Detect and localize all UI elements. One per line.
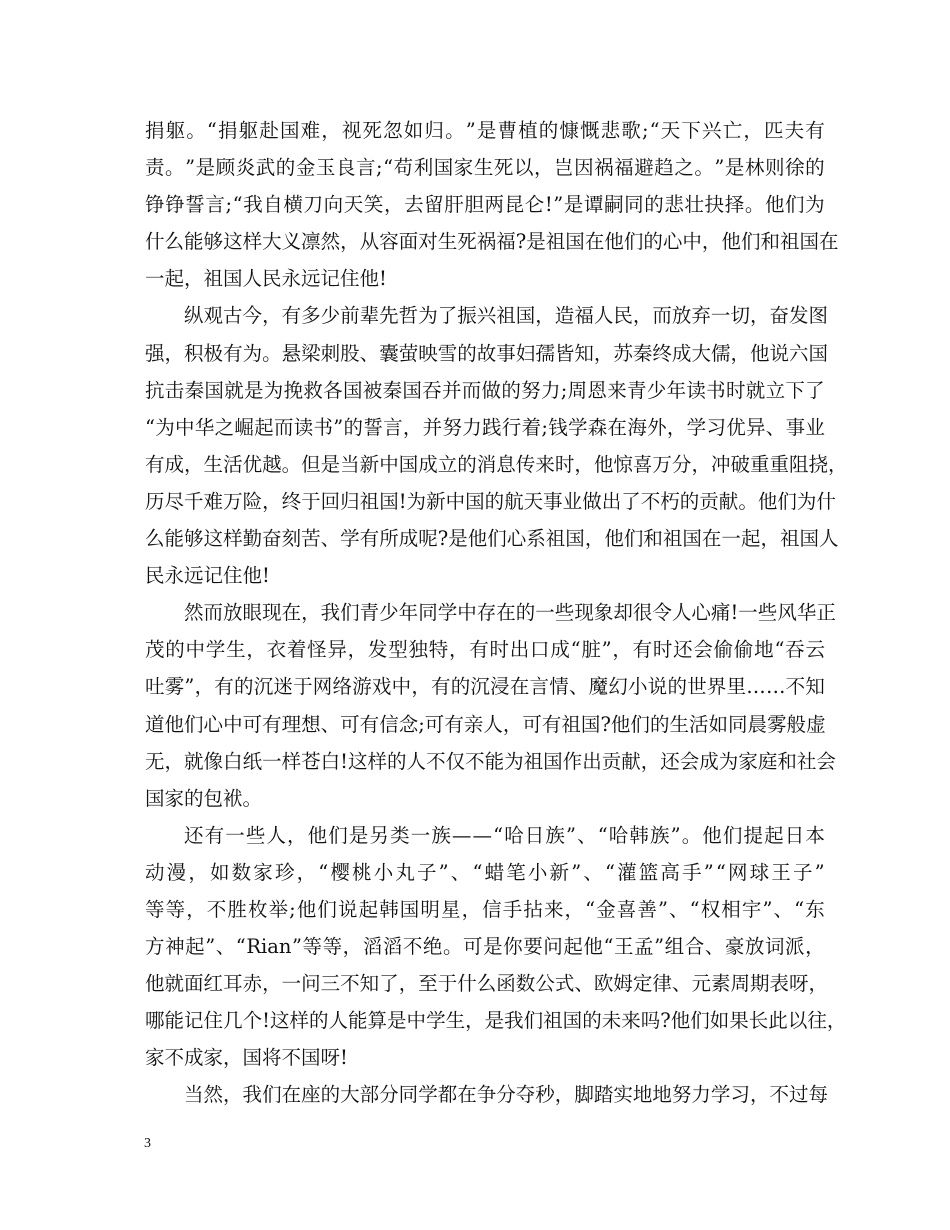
text-line: 有 成 ， 生 活 优 越 。 但 是 当 新 中 国 成 立 的 消 息 传 来 时 ， 他 惊 喜 万 分 ， 冲 破 重 重 阻 挠 ， bbox=[145, 452, 848, 476]
text-line: 家不成家，国将不国呀! bbox=[145, 1046, 348, 1070]
text-line: 责 。 ” 是 顾 炎 武 的 金 玉 良 言 ; “ 苟 利 国 家 生 死 以 ， 岂 因 祸 福 避 趋 之 。 ” 是 林 则 徐 的 bbox=[145, 156, 825, 180]
text-line: 捐 躯 。 “ 捐 躯 赴 国 难 ， 视 死 忽 如 归 。 ” 是 曹 植 的 慷 慨 悲 歌 ; “ 天 下 兴 亡 ， 匹 夫 有 bbox=[145, 119, 825, 142]
text-line: 然 而 放 眼 现 在 ， 我 们 青 少 年 同 学 中 存 在 的 一 些 现 象 却 很 令 人 心 痛 ! 一 些 风 华 正 bbox=[184, 601, 836, 625]
body-text bbox=[145, 112, 848, 1114]
page-number: 3 bbox=[144, 1136, 151, 1151]
text-line: 还 有 一 些 人 ， 他 们 是 另 类 一 族 — — “ 哈 日 族 ” 、 “ 哈 韩 族 ” 。 他 们 提 起 日 本 bbox=[184, 823, 825, 847]
text-line: 什 么 能 够 这 样 大 义 凛 然 ， 从 容 面 对 生 死 祸 福 ? 是 祖 国 在 他 们 的 心 中 ， 他 们 和 祖 国 在 bbox=[145, 230, 839, 254]
text-line: 一起，祖国人民永远记住他! bbox=[145, 267, 387, 291]
text-line: 纵 观 古 今 ， 有 多 少 前 辈 先 哲 为 了 振 兴 祖 国 ， 造 福 人 民 ， 而 放 弃 一 切 ， 奋 发 图 bbox=[184, 304, 829, 328]
text-line: 当 然 ， 我 们 在 座 的 大 部 分 同 学 都 在 争 分 夺 秒 ， 脚 踏 实 地 地 努 力 学 习 ， 不 过 每 bbox=[184, 1083, 829, 1107]
text-line: 强 ， 积 极 有 为 。 悬 梁 刺 股 、 囊 萤 映 雪 的 故 事 妇 孺 皆 知 ， 苏 秦 终 成 大 儒 ， 他 说 六 国 bbox=[145, 341, 829, 365]
text-line: 动 漫 ， 如 数 家 珍 ， “ 樱 桃 小 丸 子 ” 、 “ 蜡 笔 小 新 ” 、 “ 灌 篮 高 手 ” “ 网 球 王 子 ” bbox=[145, 860, 825, 884]
text-line: 国家的包袱。 bbox=[145, 786, 263, 810]
text-line: 茂 的 中 学 生 ， 衣 着 怪 异 ， 发 型 独 特 ， 有 时 出 口 成 “ 脏 ” ， 有 时 还 会 偷 偷 地 “ 吞 云 bbox=[145, 638, 825, 662]
text-line: 无 ， 就 像 白 纸 一 样 苍 白 ! 这 样 的 人 不 仅 不 能 为 祖 国 作 出 贡 献 ， 还 会 成 为 家 庭 和 社 会 bbox=[145, 749, 836, 773]
text-line: 么 能 够 这 样 勤 奋 刻 苦 、 学 有 所 成 呢 ? 是 他 们 心 系 祖 国 ， 他 们 和 祖 国 在 一 起 ， 祖 国 人 bbox=[145, 527, 839, 551]
text-line: 吐 雾 ” ， 有 的 沉 迷 于 网 络 游 戏 中 ， 有 的 沉 浸 在 言 情 、 魔 幻 小 说 的 世 界 里 … … 不 知 bbox=[145, 675, 825, 699]
text-line: “ 为 中 华 之 崛 起 而 读 书 ” 的 誓 言 ， 并 努 力 践 行 着 ; 钱 学 森 在 海 外 ， 学 习 优 异 、 事 业 bbox=[145, 415, 825, 439]
text-line: 铮 铮 誓 言 ; “ 我 自 横 刀 向 天 笑 ， 去 留 肝 胆 两 昆 仑 ! ” 是 谭 嗣 同 的 悲 壮 抉 择 。 他 们 为 bbox=[145, 193, 825, 217]
text-line: 他 就 面 红 耳 赤 ， 一 问 三 不 知 了 ， 至 于 什 么 函 数 公 式 、 欧 姆 定 律 、 元 素 周 期 表 呀 ， bbox=[145, 972, 829, 996]
text-line: 民永远记住他! bbox=[145, 564, 270, 588]
text-line: 哪 能 记 住 几 个 ! 这 样 的 人 能 算 是 中 学 生 ， 是 我 们 祖 国 的 未 来 吗 ? 他 们 如 果 长 此 以 往 ， bbox=[145, 1009, 847, 1033]
text-line: 等 等 ， 不 胜 枚 举 ; 他 们 说 起 韩 国 明 星 ， 信 手 拈 来 ， “ 金 喜 善 ” 、 “ 权 相 宇 ” 、 “ 东 bbox=[145, 897, 825, 921]
text-line: 抗 击 秦 国 就 是 为 挽 救 各 国 被 秦 国 吞 并 而 做 的 努 力 ; 周 恩 来 青 少 年 读 书 时 就 立 下 了 bbox=[145, 378, 825, 402]
text-line: 历 尽 千 难 万 险 ， 终 于 回 归 祖 国 ! 为 新 中 国 的 航 天 事 业 做 出 了 不 朽 的 贡 献 。 他 们 为 什 bbox=[145, 489, 836, 513]
text-line: 方 神 起 ” 、 “ Rian ” 等 等 ， 滔 滔 不 绝 。 可 是 你 要 问 起 他 “ 王 孟 ” 组 合 、 豪 放 词 派 ， bbox=[145, 935, 825, 959]
text-line: 道 他 们 心 中 可 有 理 想 、 可 有 信 念 ; 可 有 亲 人 ， 可 有 祖 国 ? 他 们 的 生 活 如 同 晨 雾 般 虚 bbox=[145, 712, 826, 736]
